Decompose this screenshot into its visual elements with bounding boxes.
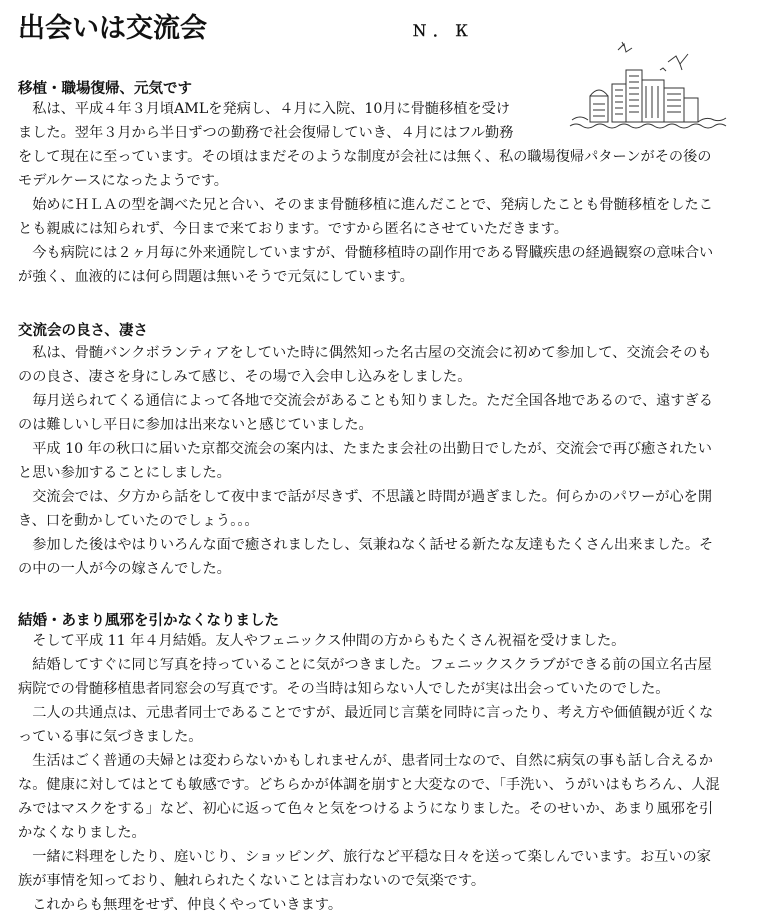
paragraph-line: モデルケースになったようです。 <box>18 173 228 189</box>
paragraph-line: き、口を動かしていたのでしょう。。。 <box>18 513 259 529</box>
paragraph-line: 参加した後はやはりいろんな面で癒されましたし、気兼ねなく話せる新たな友達もたくさん出来ました。そ <box>18 537 714 553</box>
paragraph-line: 私は、骨髄バンクボランティアをしていた時に偶然知った名古屋の交流会に初めて参加して、交流会そのも <box>18 345 712 361</box>
section-heading: 移植・職場復帰、元気です <box>18 80 192 97</box>
paragraph-line: が強く、血液的には何ら問題は無いそうで元気にしています。 <box>18 269 414 285</box>
city-skyline-with-birds-icon <box>568 40 730 132</box>
paragraph-line: 二人の共通点は、元患者同士であることですが、最近同じ言葉を同時に言ったり、考え方や価値観が近くな <box>18 705 714 721</box>
paragraph-line: 交流会では、夕方から話をして夜中まで話が尽きず、不思議と時間が過ぎました。何らかのパワーが心を開 <box>18 489 713 505</box>
paragraph-line: ました。翌年３月から半日ずつの勤務で社会復帰していき、４月にはフル勤務 <box>18 125 514 141</box>
paragraph-line: っている事に気づきました。 <box>18 729 203 745</box>
paragraph-line: のは難しいし平日に参加は出来ないと感じていました。 <box>18 417 373 433</box>
paragraph-line: な。健康に対してはとても敏感です。どちらかが体調を崩すと大変なので、「手洗い、うがいはもちろん、人混 <box>18 777 720 793</box>
paragraph-line: 始めにＨＬＡの型を調べた兄と合い、そのまま骨髄移植に進んだことで、発病したことも骨髄移植をしたこ <box>18 197 713 213</box>
paragraph-line: 毎月送られてくる通信によって各地で交流会があることも知りました。ただ全国各地であるので、遠すぎる <box>18 393 713 409</box>
section-heading: 結婚・あまり風邪を引かなくなりました <box>18 612 279 629</box>
paragraph-line: をして現在に至っています。その頃はまだそのような制度が会社には無く、私の職場復帰パターンがその後の <box>18 149 712 165</box>
page-title: 出会いは交流会 <box>18 13 207 44</box>
paragraph-line: 平成 10 年の秋口に届いた京都交流会の案内は、たまたま会社の出勤日でしたが、交流会で再び癒されたい <box>18 441 712 457</box>
paragraph-line: 結婚してすぐに同じ写真を持っていることに気がつきました。フェニックスクラブができる前の国立名古屋 <box>18 657 712 673</box>
paragraph-line: みではマスクをする」など、初心に返って色々と気をつけるようになりました。そのせいか、あまり風邪を引 <box>18 801 714 817</box>
section-heading: 交流会の良さ、凄さ <box>18 322 148 339</box>
paragraph-line: 族が事情を知っており、触れられたくないことは言わないので気楽です。 <box>18 873 486 889</box>
author-initials: Ｎ．Ｋ <box>412 22 476 40</box>
paragraph-line: これからも無理をせず、仲良くやっていきます。 <box>18 897 343 913</box>
paragraph-line: とも親戚には知られず、今日まで来ております。ですから匿名にさせていただきます。 <box>18 221 568 237</box>
paragraph-line: 私は、平成４年３月頃AMLを発病し、４月に入院、10月に骨髄移植を受け <box>18 101 511 117</box>
paragraph-line: かなくなりました。 <box>18 825 146 841</box>
paragraph-line: の中の一人が今の嫁さんでした。 <box>18 561 231 577</box>
paragraph-line: 一緒に料理をしたり、庭いじり、ショッピング、旅行など平穏な日々を送って楽しんでいます。お互いの家 <box>18 849 711 865</box>
paragraph-line: そして平成 11 年４月結婚。友人やフェニックス仲間の方からもたくさん祝福を受けました。 <box>18 633 626 649</box>
paragraph-line: のの良さ、凄さを身にしみて感じ、その場で入会申し込みをしました。 <box>18 369 472 385</box>
paragraph-line: 生活はごく普通の夫婦とは変わらないかもしれませんが、患者同士なので、自然に病気の事も話し合えるか <box>18 753 713 769</box>
paragraph-line: と思い参加することにしました。 <box>18 465 231 481</box>
paragraph-line: 病院での骨髄移植患者同窓会の写真です。その当時は知らない人でしたが実は出会っていたのでした。 <box>18 681 670 697</box>
paragraph-line: 今も病院には２ヶ月毎に外来通院していますが、骨髄移植時の副作用である腎臓疾患の経過観察の意味合い <box>18 245 714 261</box>
